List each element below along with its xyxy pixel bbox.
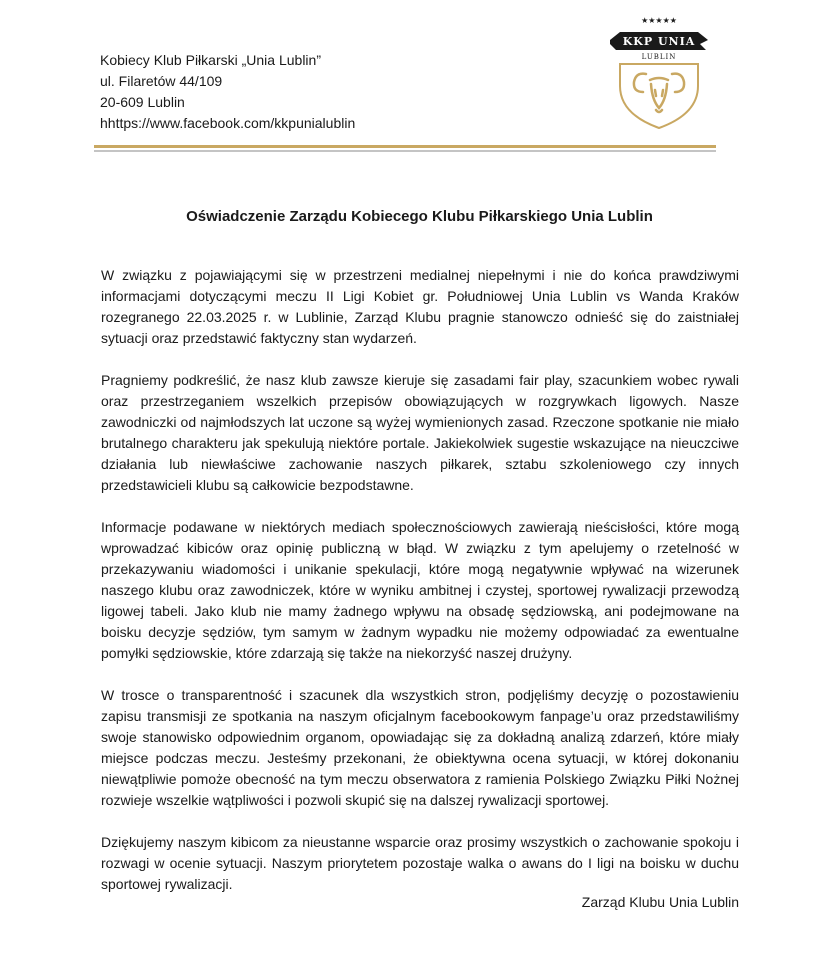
header-gray-divider bbox=[94, 150, 716, 152]
document-body bbox=[101, 265, 739, 916]
logo-stars: ★★★★★ bbox=[641, 16, 677, 25]
letterhead-address bbox=[100, 50, 355, 134]
street-address: ul. Filaretów 44/109 bbox=[100, 73, 223, 89]
club-name: Kobiecy Klub Piłkarski „Unia Lublin” bbox=[100, 52, 321, 68]
paragraph-5: Dziękujemy naszym kibicom za nieustanne wsparcie oraz prosimy wszystkich o zachowanie spokoju i rozwagi w ocenie sytuacji. Naszym priorytetem pozostaje walka o awans do I ligi na boisku w duchu sportowej rywalizacji. bbox=[101, 834, 739, 892]
shield-outline bbox=[620, 64, 698, 128]
paragraph-3: Informacje podawane w niektórych mediach społecznościowych zawierają nieścisłości, które mogą wprowadzać kibiców oraz opinię publiczną w błąd. W związku z tym apelujemy o rzetelność w przekazywaniu wiadomości i unikanie spekulacji, które mogą negatywnie wpływać na wizerunek naszego klubu oraz zawodniczek, które w wyniku ambitnej i czystej, sportowej rywalizacji przewodzą ligowej tabeli. Jako klub nie mamy żadnego wpływu na obsadę sędziowską, ani podejmowane na boisku decyzje sędziów, tym samym w żadnym wypadku nie możemy odpowiadać za ewentualne pomyłki sędziowskie, które zdarzają się także na niekorzyść naszej drużyny. bbox=[101, 519, 739, 661]
logo-city-text: LUBLIN bbox=[641, 53, 677, 61]
goat-head-shield-icon bbox=[634, 74, 684, 112]
paragraph-4: W trosce o transparentność i szacunek dla wszystkich stron, podjęliśmy decyzję o pozostawieniu zapisu transmisji ze spotkania na naszym oficjalnym facebookowym fanpage’u oraz przedstawiliśmy swoje stanowisko odpowiednim organom, opowiadając się za dokładną analizą zdarzeń, które miały miejsce podczas meczu. Jesteśmy przekonani, że obiektywna ocena sytuacji, w której dokonaniu niewątpliwie pomoże obecność na tym meczu obserwatora z ramienia Polskiego Związku Piłki Nożnej rozwieje wszelkie wątpliwości i pozwoli skupić się na dalszej rywalizacji sportowej. bbox=[101, 687, 739, 808]
paragraph-1: W związku z pojawiającymi się w przestrzeni medialnej niepełnymi i nie do końca prawdziwymi informacjami dotyczącymi meczu II Ligi Kobiet gr. Południowej Unia Lublin vs Wanda Kraków rozegranego 22.03.2025 r. w Lublinie, Zarząd Klubu pragnie stanowczo odnieść się do zaistniałej sytuacji oraz przedstawić faktyczny stan wydarzeń. bbox=[101, 267, 739, 346]
club-logo bbox=[606, 14, 712, 132]
document-title: Oświadczenie Zarządu Kobiecego Klubu Piłkarskiego Unia Lublin bbox=[186, 208, 653, 225]
postal-city: 20-609 Lublin bbox=[100, 94, 185, 110]
facebook-url: hhttps://www.facebook.com/kkpunialublin bbox=[100, 115, 356, 131]
paragraph-2: Pragniemy podkreślić, że nasz klub zawsze kieruje się zasadami fair play, szacunkiem wobec rywali oraz przestrzeganiem wszelkich przepisów obowiązujących w rozgrywkach ligowych. Nasze zawodniczki od najmłodszych lat uczone są wyżej wymienionych zasad. Rzeczone spotkanie nie miało brutalnego charakteru jak spekulują niektóre portale. Jakiekolwiek sugestie wskazujące na nieuczciwe działania lub niewłaściwe zachowanie naszych piłkarek, sztabu szkoleniowego czy innych przedstawicieli klubu są całkowicie bezpodstawne. bbox=[101, 372, 739, 493]
signature: Zarząd Klubu Unia Lublin bbox=[581, 894, 739, 910]
header-gold-divider bbox=[94, 145, 716, 148]
logo-banner-text: KKP UNIA bbox=[622, 35, 696, 48]
